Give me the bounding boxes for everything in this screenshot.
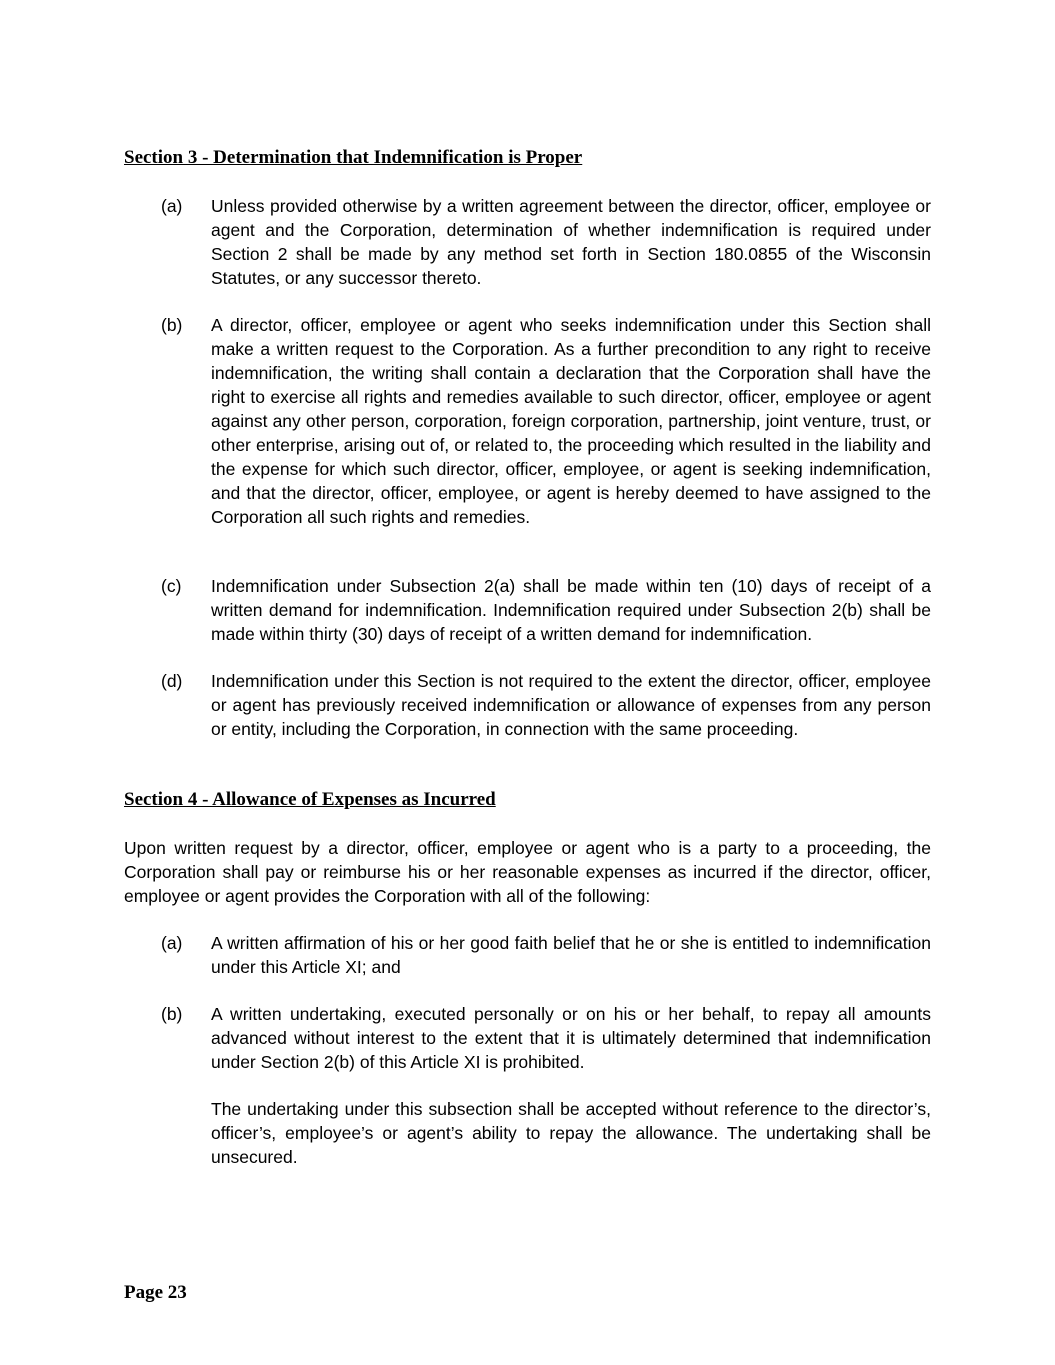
item-label: (b)	[161, 1004, 183, 1024]
section-3-item-a	[124, 194, 931, 290]
item-label: (c)	[161, 576, 182, 596]
section-4-item-a	[124, 931, 931, 979]
section-3-item-b	[124, 313, 931, 529]
page-number: Page 23	[124, 1282, 187, 1303]
item-text: A written affirmation of his or her good faith belief that he or she is entitled to indemnification under this Article XI; and	[211, 933, 931, 977]
item-label: (d)	[161, 671, 183, 691]
section-4-heading: Section 4 - Allowance of Expenses as Incurred	[124, 789, 496, 810]
section-3-item-c	[124, 574, 931, 646]
section-4-intro: Upon written request by a director, officer, employee or agent who is a party to a proceeding, the Corporation shall pay or reimburse his or her reasonable expenses as incurred if the director, officer, employee or agent provides the Corporation with all of the following:	[124, 838, 931, 906]
item-text: Indemnification under this Section is not required to the extent the director, officer, employee or agent has previously received indemnification or allowance of expenses from any person or entity, including the Corporation, in connection with the same proceeding.	[211, 671, 931, 739]
item-label: (b)	[161, 315, 183, 335]
item-text: A written undertaking, executed personally or on his or her behalf, to repay all amounts advanced without interest to the extent that it is ultimately determined that indemnification under Section 2(b) of this Article XI is prohibited.	[211, 1004, 931, 1072]
item-label: (a)	[161, 933, 183, 953]
item-text: Unless provided otherwise by a written agreement between the director, officer, employee or agent and the Corporation, determination of whether indemnification is required under Section 2 shall be made by any method set forth in Section 180.0855 of the Wisconsin Statutes, or any successor thereto.	[211, 196, 931, 288]
item-text: A director, officer, employee or agent who seeks indemnification under this Section shall make a written request to the Corporation. As a further precondition to any right to receive indemnification, the writing shall contain a declaration that the Corporation shall have the right to exercise all rights and remedies available to such director, officer, employee or agent against any other person, corporation, foreign corporation, partnership, joint venture, trust, or other enterprise, arising out of, or related to, the proceeding which resulted in the liability and the expense for which such director, officer, employee, or agent is seeking indemnification, and that the director, officer, employee, or agent is hereby deemed to have assigned to the Corporation all such rights and remedies.	[211, 315, 931, 527]
item-label: (a)	[161, 196, 183, 216]
section-3-heading: Section 3 - Determination that Indemnification is Proper	[124, 147, 583, 168]
section-4-continuation: The undertaking under this subsection shall be accepted without reference to the director’s, officer’s, employee’s or agent’s ability to repay the allowance. The undertaking shall be unsecured.	[211, 1099, 931, 1167]
section-4-item-b	[124, 1002, 931, 1074]
section-3-item-d	[124, 669, 931, 741]
item-text: Indemnification under Subsection 2(a) shall be made within ten (10) days of receipt of a written demand for indemnification. Indemnification required under Subsection 2(b) shall be made within thirty (30) days of receipt of a written demand for indemnification.	[211, 576, 931, 644]
